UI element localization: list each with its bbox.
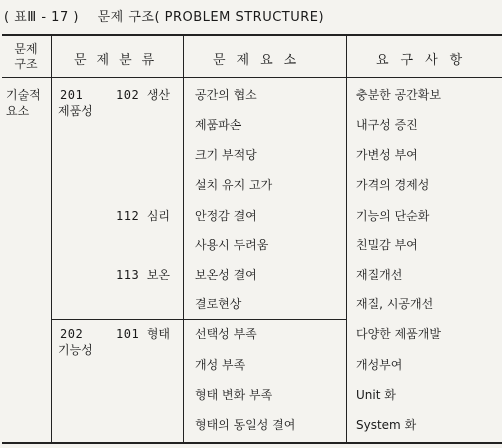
table-title: 문제 구조( PROBLEM STRUCTURE) bbox=[97, 10, 325, 25]
requirement: 개성부여 bbox=[356, 358, 403, 372]
table-bottom-rule bbox=[2, 442, 502, 444]
problem-element: 안정감 결여 bbox=[195, 209, 257, 223]
problem-element: 개성 부족 bbox=[195, 358, 246, 372]
problem-element: 크기 부적당 bbox=[195, 148, 257, 162]
requirement: 재질개선 bbox=[356, 268, 403, 282]
problem-element: 사용시 두려움 bbox=[195, 238, 269, 252]
requirement: 가변성 부여 bbox=[356, 148, 418, 162]
problem-element: 설치 유지 고가 bbox=[195, 178, 273, 192]
header-classification: 문제분류 bbox=[74, 53, 165, 68]
group-code: 201 bbox=[60, 88, 84, 102]
problem-element: 결로현상 bbox=[195, 297, 242, 311]
problem-element: 형태 변화 부족 bbox=[195, 388, 273, 402]
column-divider-1 bbox=[51, 35, 52, 442]
table-number: ( 표Ⅲ - 17 ) bbox=[4, 10, 79, 25]
subgroup: 102 생산 bbox=[116, 88, 171, 102]
requirement: 다양한 제품개발 bbox=[356, 327, 441, 341]
structure-line1: 기술적 bbox=[6, 88, 41, 102]
group-code: 202 bbox=[60, 327, 84, 341]
requirement: Unit 화 bbox=[356, 388, 396, 402]
header-requirement: 요구사항 bbox=[376, 53, 475, 68]
requirement: 재질, 시공개선 bbox=[356, 297, 434, 311]
requirement: 친밀감 부여 bbox=[356, 238, 418, 252]
group-label: 기능성 bbox=[58, 343, 93, 357]
requirement: System 화 bbox=[356, 418, 417, 432]
problem-element: 보온성 결여 bbox=[195, 268, 257, 282]
problem-element: 형태의 동일성 결여 bbox=[195, 418, 296, 432]
problem-element: 선택성 부족 bbox=[195, 327, 257, 341]
header-element: 문제요소 bbox=[213, 53, 308, 68]
header-structure: 문제 구조 bbox=[14, 42, 38, 71]
group-label: 제품성 bbox=[58, 104, 93, 118]
table-top-rule bbox=[2, 34, 502, 36]
group-divider-rule bbox=[51, 319, 347, 320]
column-divider-3 bbox=[346, 35, 347, 442]
requirement: 기능의 단순화 bbox=[356, 209, 430, 223]
subgroup: 113 보온 bbox=[116, 268, 171, 282]
requirement: 내구성 증진 bbox=[356, 118, 418, 132]
header-bottom-rule bbox=[2, 77, 502, 78]
column-divider-2 bbox=[183, 35, 184, 442]
requirement: 충분한 공간확보 bbox=[356, 88, 441, 102]
table-caption bbox=[4, 6, 324, 25]
subgroup: 112 심리 bbox=[116, 209, 171, 223]
subgroup: 101 형태 bbox=[116, 327, 171, 341]
problem-element: 제품파손 bbox=[195, 118, 242, 132]
structure-line2: 요소 bbox=[6, 104, 30, 118]
problem-element: 공간의 협소 bbox=[195, 88, 257, 102]
requirement: 가격의 경제성 bbox=[356, 178, 430, 192]
